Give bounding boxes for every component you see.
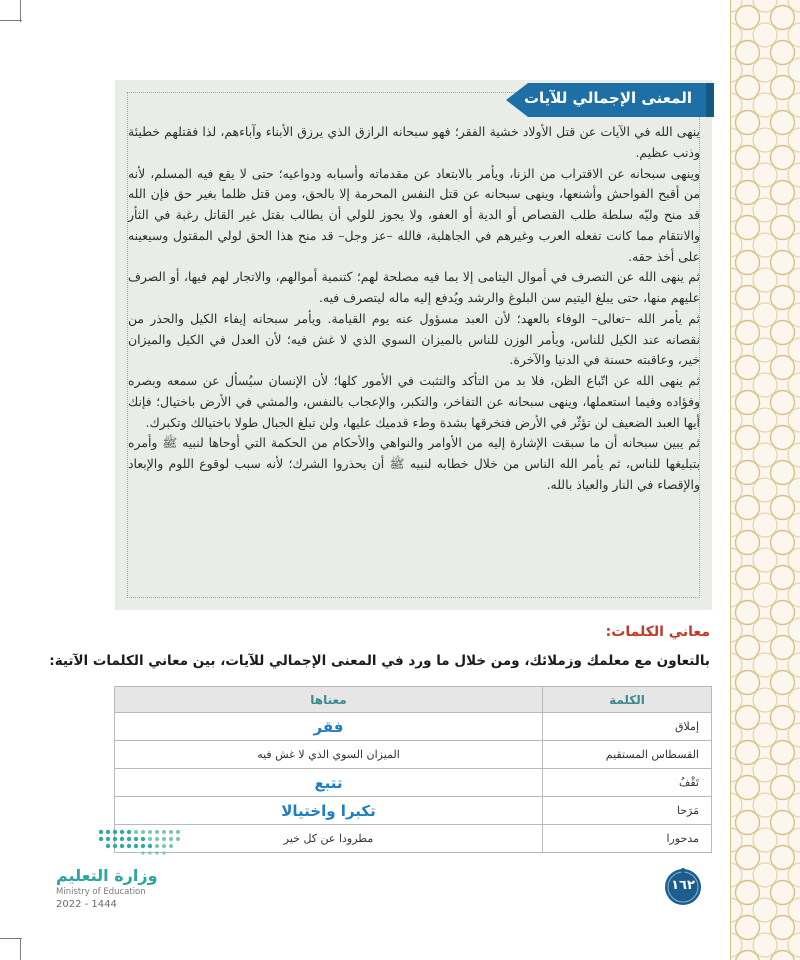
page-number: ١٦٢ xyxy=(671,878,695,893)
page-number-badge xyxy=(664,868,702,906)
section-title-banner xyxy=(506,83,714,117)
passage-paragraph: ثم ينهى الله عن التصرف في أموال اليتامى إلا بما فيه مصلحة لهم؛ كتنمية أموالهم، والاتجار لهم فيها، أو الصرف عليهم منها، حتى يبلغ اليتيم سن البلوغ والرشد ويُدفع إليه ماله ليتصرف فيه. xyxy=(128,269,700,305)
instruction-text: بالتعاون مع معلمك وزملائك، ومن خلال ما ورد في المعنى الإجمالي للآيات، بين معاني الكلمات الآتية: xyxy=(49,653,710,669)
decorative-border xyxy=(730,0,800,960)
meaning-cell[interactable]: تكبرا واختيالا xyxy=(115,797,543,825)
word-cell: القسطاس المستقيم xyxy=(543,741,712,769)
word-meanings-heading: معاني الكلمات: xyxy=(605,624,710,640)
ministry-logo-icon xyxy=(95,826,187,860)
passage-paragraph: ثم ينهى الله عن اتّباع الظن، فلا بد من التأكد والتثبت في الأمور كلها؛ لأن الإنسان سيُسأل عن سمعه وبصره وفؤاده وفيما استعملها، وينهى سبحانه عن التفاخر، والتكبر، والإعجاب بالنفس، والمشي في الأرض باختيال؛ فإنك أيها العبد الضعيف لن تؤثّر في الأرض فتخرقها بشدة وطء قدميك عليها، ولن تبلغ الجبال طولا باختيالك وتكبرك. xyxy=(128,373,700,430)
crop-mark xyxy=(0,938,22,939)
passage-paragraph: ثم يبين سبحانه أن ما سبقت الإشارة إليه من الأوامر والنواهي والأحكام من الحكمة التي أوحاها لنبيه ﷺ وأمره بتبليغها للناس، ثم يأمر الله الناس من خلال خطابه لنبيه ﷺ أن يحذروا الشرك؛ لأنه سبب لوقوع اللوم والإبعاد والإقصاء في النار والعياذ بالله. xyxy=(128,435,700,492)
table-header-row xyxy=(115,687,712,713)
ministry-year: 2022 - 1444 xyxy=(56,899,117,910)
word-cell: مدحورا xyxy=(543,825,712,853)
crop-mark xyxy=(0,20,22,21)
table-row xyxy=(115,713,712,741)
table-row xyxy=(115,825,712,853)
passage-paragraph: ثم يأمر الله –تعالى– الوفاء بالعهد؛ لأن العبد مسؤول عنه يوم القيامة. ويأمر سبحانه إيفاء الكيل والحذر من نقصانه عند الكيل للناس، ويأمر الوزن للناس بالميزان السوي الذي لا غش فيه؛ لأن العدل في الكيل والميزان خير، وعاقبته حسنة في الدنيا والآخرة. xyxy=(128,310,700,368)
header-meaning: معناها xyxy=(115,687,543,713)
crop-mark xyxy=(20,0,21,22)
meaning-cell[interactable]: تتبع xyxy=(115,769,543,797)
passage-paragraph: ينهى الله في الآيات عن قتل الأولاد خشية الفقر؛ فهو سبحانه الرازق الذي يرزق الأبناء وآباءهم، لذا فقتلهم خطيئة وذنب عظيم. xyxy=(128,124,700,160)
meaning-cell[interactable]: الميزان السوي الذي لا غش فيه xyxy=(115,741,543,769)
section-title: المعنى الإجمالي للآيات xyxy=(523,89,692,107)
word-cell: مَرَحا xyxy=(543,797,712,825)
table-row xyxy=(115,769,712,797)
passage-paragraph: وينهى سبحانه عن الاقتراب من الزنا، ويأمر بالابتعاد عن مقدماته وأسبابه ودواعيه؛ حتى لا يقع فيه المسلم، لأنه من أقبح الفواحش وأشنعها، وينهى سبحانه عن قتل النفس المحرمة إلا بالحق، ومن قتل ظلما بغير حق فإن الله قد منح وليّه سلطة طلب القصاص أو الدية أو العفو، ولا يجوز للولي أن يطالب بقتل غير القاتل رغبة في الثأر والانتقام مما كانت تفعله العرب وغيرهم في الجاهلية، فالله –عز وجل– قد منح هذا الحق لولي المقتول وسيعينه على أخذ حقه. xyxy=(128,165,700,264)
ministry-name-en: Ministry of Education xyxy=(56,887,146,897)
crop-mark xyxy=(20,938,21,960)
word-meanings-table xyxy=(114,686,712,853)
meaning-cell[interactable]: مطرودا عن كل خير xyxy=(115,825,543,853)
word-cell: إملاق xyxy=(543,713,712,741)
table-row xyxy=(115,797,712,825)
meaning-cell[interactable]: فقر xyxy=(115,713,543,741)
table-row xyxy=(115,741,712,769)
ministry-name-ar: وزارة التعليم xyxy=(56,866,158,885)
header-word: الكلمة xyxy=(543,687,712,713)
word-cell: تَقْفُ xyxy=(543,769,712,797)
passage-text xyxy=(128,122,700,496)
